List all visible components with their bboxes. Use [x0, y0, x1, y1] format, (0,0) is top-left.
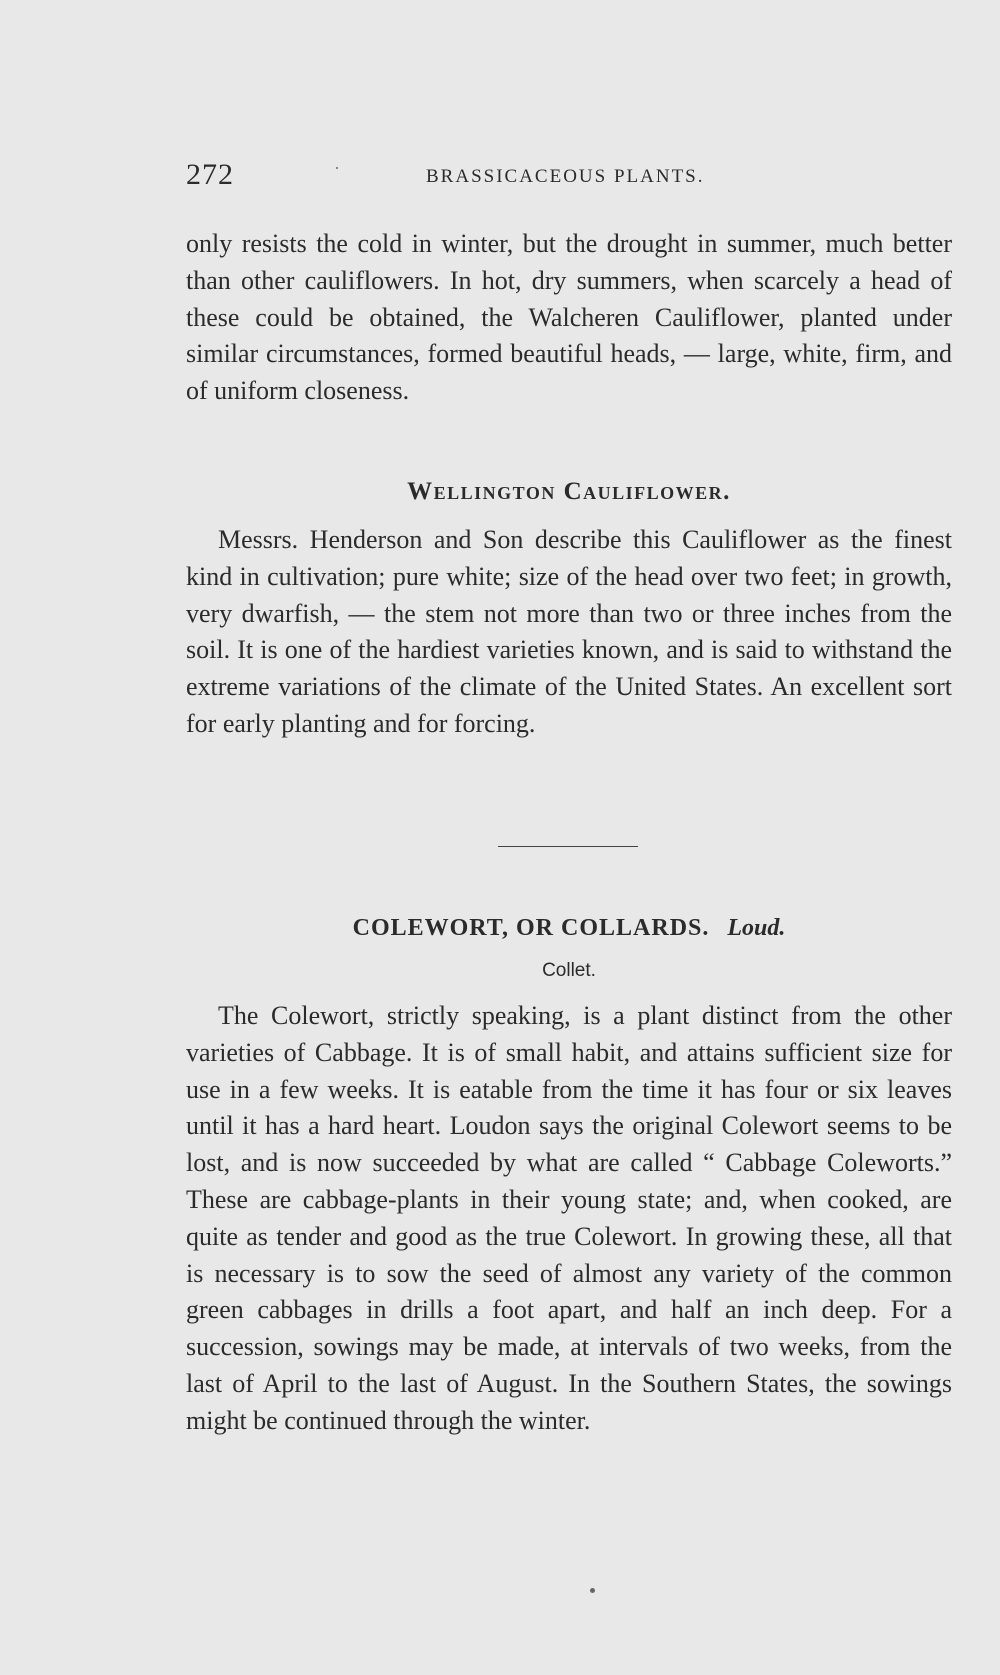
authority-abbreviation: Loud. — [727, 915, 786, 941]
section-heading-wellington: Wellington Cauliflower. — [407, 478, 731, 505]
colewort-paragraph: The Colewort, strictly speaking, is a plant distinct from the other varieties of Cabbage. It is of small habit, and attains sufficient size for use in a few weeks. It is eatable from the time it has four or six leaves until it has a hard heart. Loudon says the original Colewort seems to be lost, and is now succeeded by what are called “ Cabbage Coleworts.” These are cabbage-plants in their young state; and, when cooked, are quite as tender and good as the true Colewort. In growing these, all that is necessary is to sow the seed of almost any variety of the common green cabbages in drills a foot apart, and half an inch deep. For a succession, sowings may be made, at intervals of two weeks, from the last of April to the last of August. In the Southern States, the sowings might be continued through the winter. — [186, 1001, 952, 1435]
synonym: Collet. — [542, 960, 596, 981]
running-head — [186, 158, 952, 192]
running-title: BRASSICACEOUS PLANTS. — [426, 166, 705, 187]
colewort-title: COLEWORT, OR COLLARDS. — [352, 915, 710, 941]
continuation-paragraph: only resists the cold in winter, but the drought in summer, much better than other cauliflowers. In hot, dry summers, when scarcely a head of these could be obtained, the Walcheren Cauliflower, planted under similar circumstances, formed beautiful heads, — large, white, firm, and of uniform closeness. — [186, 229, 952, 406]
section-heading-colewort — [186, 915, 952, 942]
printer-mark: · — [334, 158, 340, 178]
page-speck — [590, 1588, 595, 1593]
wellington-paragraph: Messrs. Henderson and Son describe this Cauliflower as the finest kind in cultivation; pure white; size of the head over two feet; in growth, very dwarfish, — the stem not more than two or three inches from the soil. It is one of the hardiest varieties known, and is said to withstand the extreme variations of the climate of the United States. An excellent sort for early planting and for forcing. — [186, 525, 952, 738]
section-divider — [498, 846, 638, 847]
page-number: 272 — [186, 158, 234, 191]
